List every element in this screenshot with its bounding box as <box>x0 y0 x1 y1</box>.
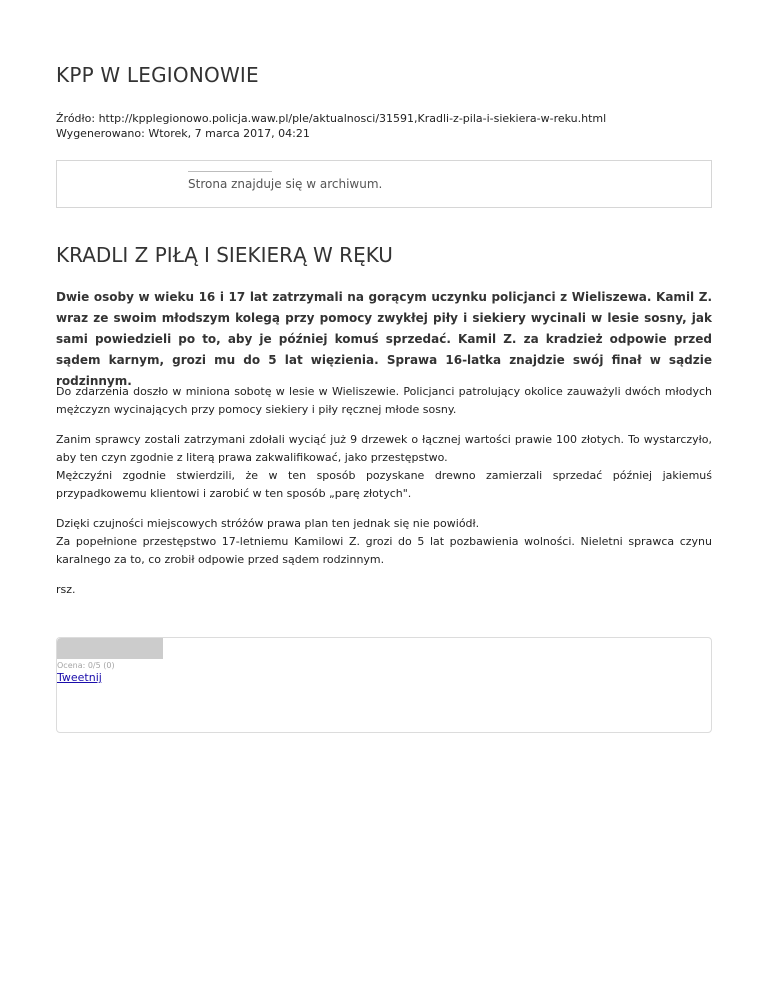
article-paragraph: Dzięki czujności miejscowych stróżów prawa plan ten jednak się nie powiódł. <box>56 517 480 530</box>
generated-line: Wygenerowano: Wtorek, 7 marca 2017, 04:21 <box>56 127 310 140</box>
article-paragraph: Do zdarzenia doszło w miniona sobotę w lesie w Wieliszewie. Policjanci patrolujący okolice zauważyli dwóch młodych mężczyzn wycinających przy pomocy siekiery i piły ręcznej młode sosny. <box>56 385 712 416</box>
source-meta <box>56 111 606 141</box>
article-paragraph: Zanim sprawcy zostali zatrzymani zdołali wyciąć już 9 drzewek o łącznej wartości prawie 100 złotych. To wystarczyło, aby ten czyn zgodnie z literą prawa zakwalifikować, jako przestępstwo. <box>56 433 712 464</box>
rating-panel <box>56 637 712 733</box>
article-title: KRADLI Z PIŁĄ I SIEKIERĄ W RĘKU <box>56 243 393 267</box>
archive-divider <box>188 171 272 172</box>
tweet-link[interactable]: Tweetnij <box>57 671 102 684</box>
rating-stars-bar[interactable] <box>57 638 163 659</box>
article-paragraph: Mężczyźni zgodnie stwierdzili, że w ten sposób pozyskane drewno zamierzali sprzedać później jakiemuś przypadkowemu klientowi i zarobić w ten sposób „parę złotych". <box>56 469 712 500</box>
source-line: Źródło: http://kpplegionowo.policja.waw.pl/ple/aktualnosci/31591,Kradli-z-pila-i-siekiera-w-reku.html <box>56 112 607 125</box>
article-paragraph-group <box>56 431 712 503</box>
rating-text: Ocena: 0/5 (0) <box>57 661 115 670</box>
archive-notice <box>56 160 712 208</box>
archive-notice-text: Strona znajduje się w archiwum. <box>188 177 383 191</box>
article-signature: rsz. <box>56 583 76 596</box>
article-paragraph: Za popełnione przestępstwo 17-letniemu Kamilowi Z. grozi do 5 lat pozbawienia wolności. Nieletni sprawca czynu karalnego za to, co zrobił odpowie przed sądem rodzinnym. <box>56 535 712 566</box>
article-body <box>56 383 712 611</box>
site-title: KPP W LEGIONOWIE <box>56 63 259 87</box>
article-paragraph-group <box>56 515 712 569</box>
article-lead: Dwie osoby w wieku 16 i 17 lat zatrzymali na gorącym uczynku policjanci z Wieliszewa. Kamil Z. wraz ze swoim młodszym kolegą przy pomocy zwykłej piły i siekiery wycinali w lesie sosny, jak sami powiedzieli po to, aby je później komuś sprzedać. Kamil Z. za kradzież odpowie przed sądem karnym, grozi mu do 5 lat więzienia. Sprawa 16-latka znajdzie swój finał w sądzie rodzinnym. <box>56 290 712 388</box>
